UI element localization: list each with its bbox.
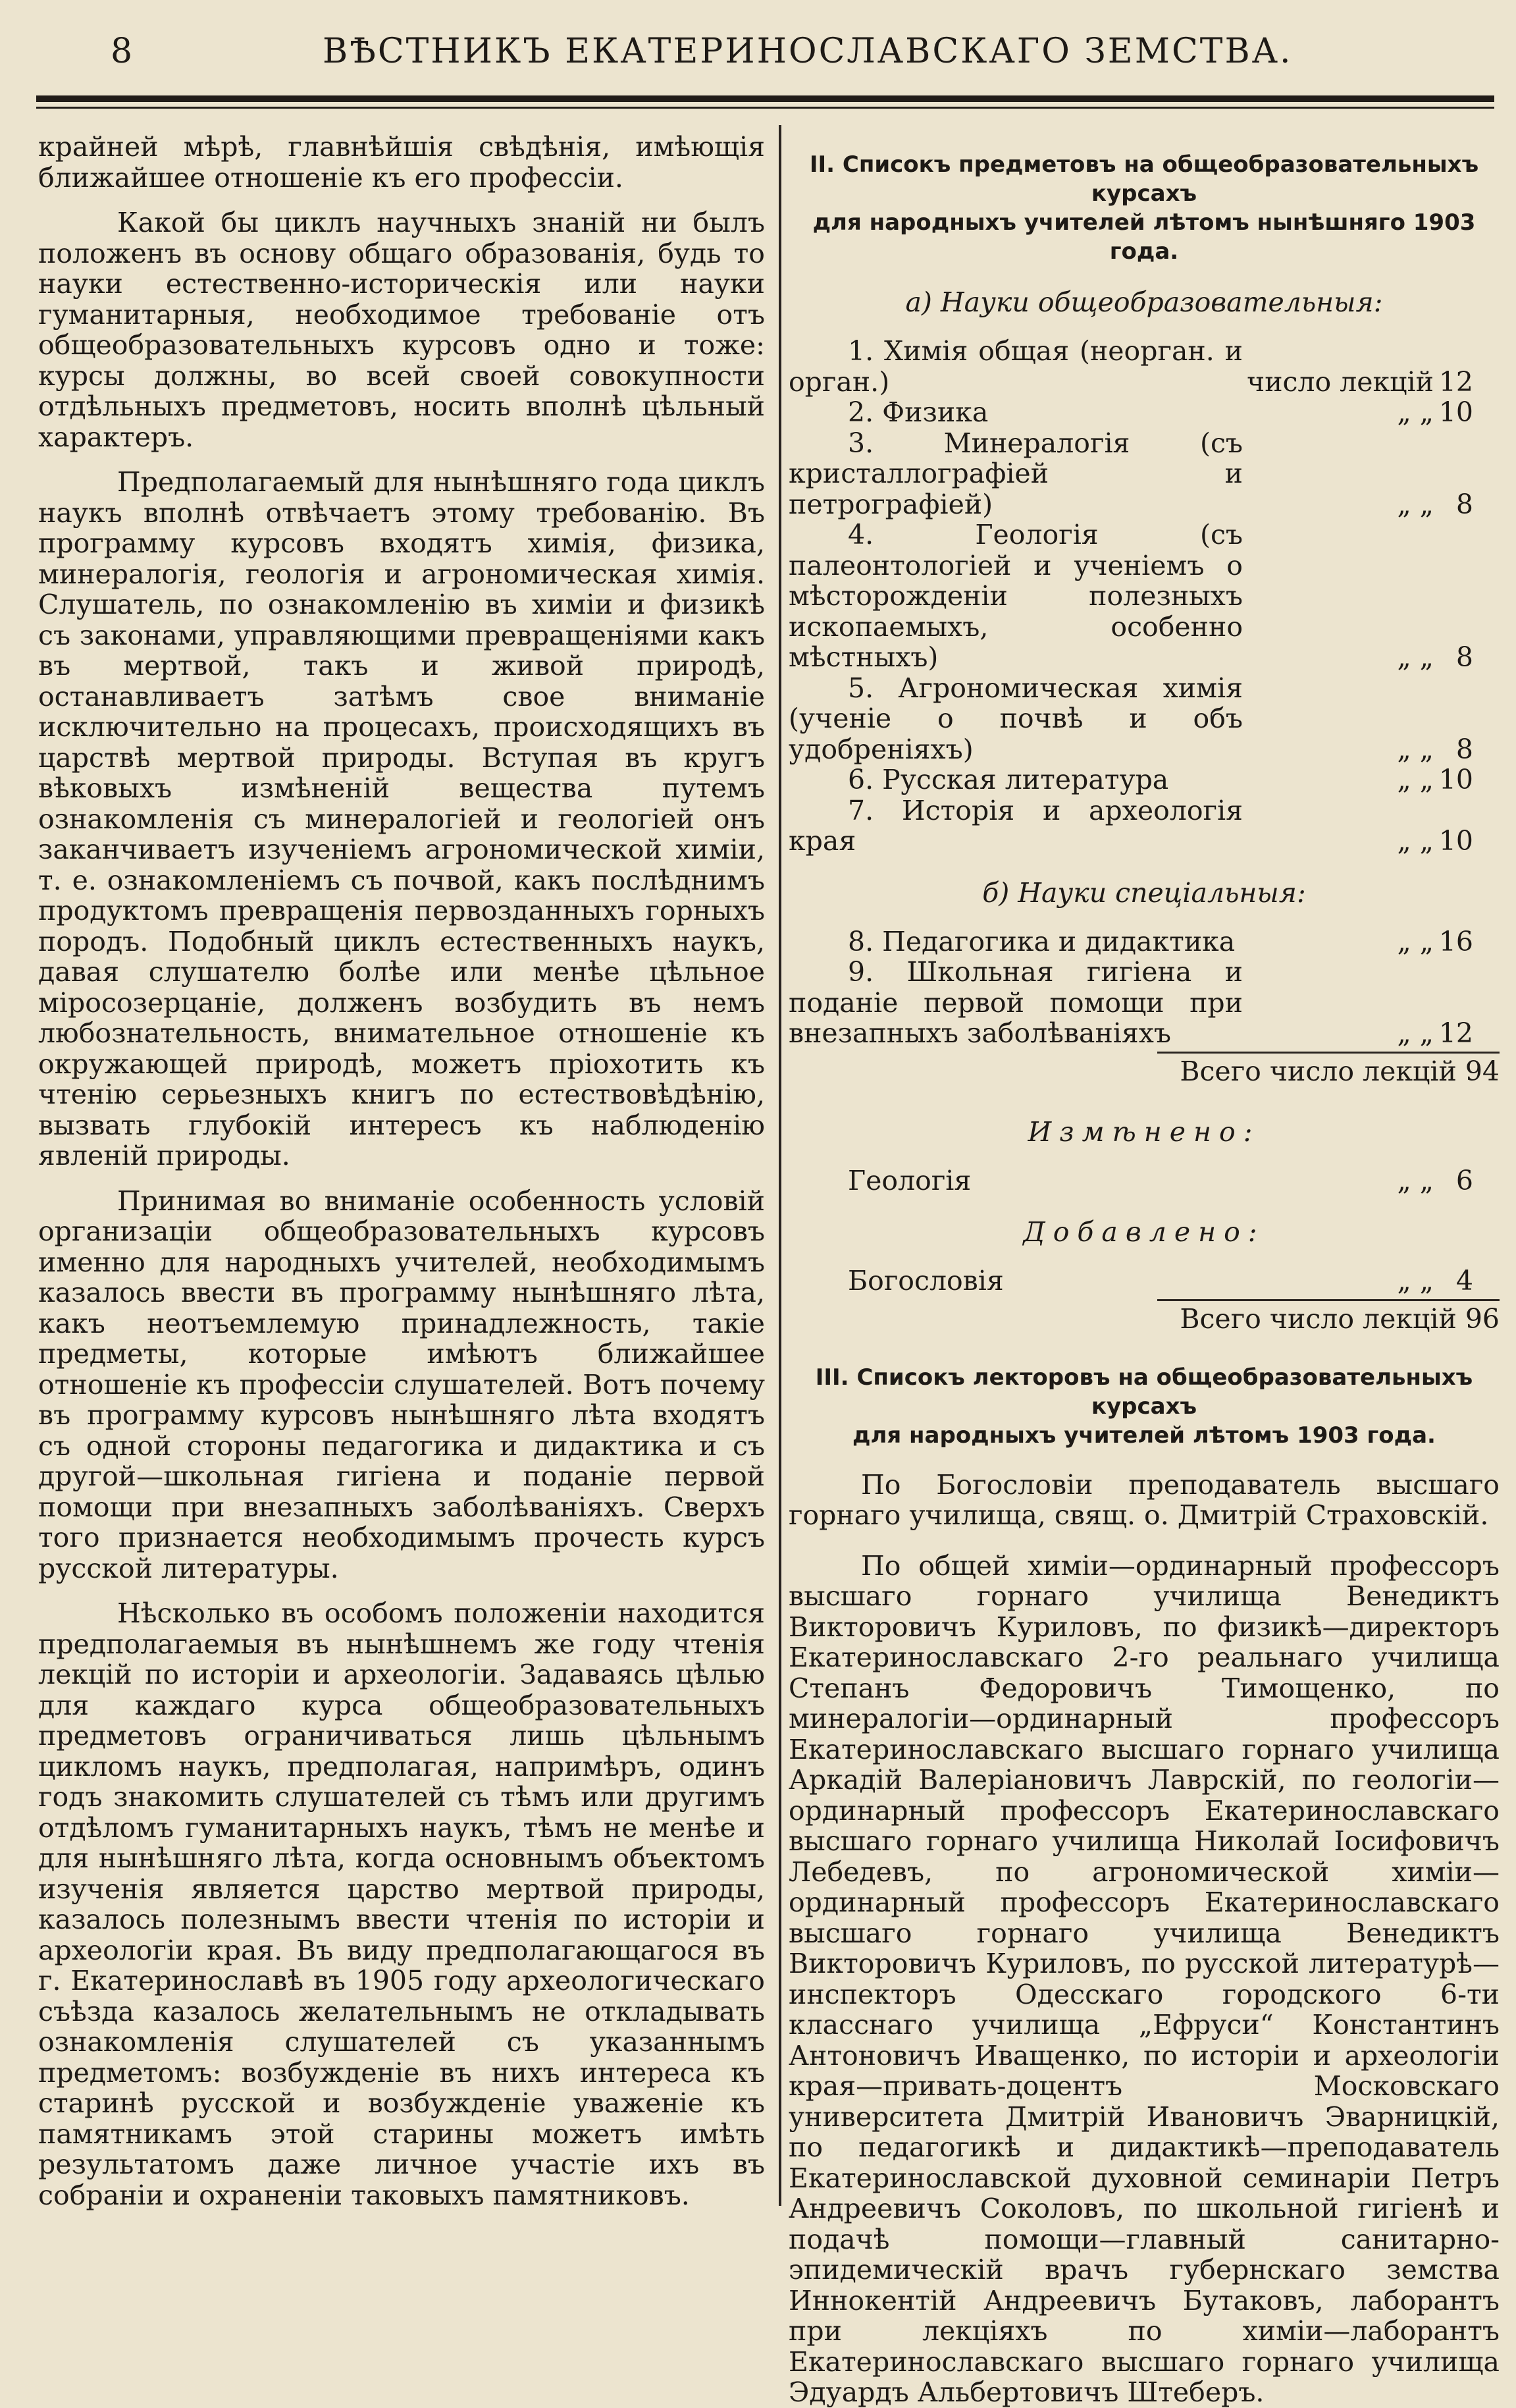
- list-item: [789, 764, 1500, 795]
- list-item: [789, 1165, 1500, 1196]
- section-ii-title: [789, 150, 1500, 266]
- lecture-count: 10: [1438, 764, 1473, 795]
- lecture-count: 8: [1455, 733, 1473, 765]
- list-item: [789, 795, 1500, 857]
- paragraph: крайней мѣрѣ, главнѣйшія свѣдѣнія, имѣющія ближайшее отношеніе къ его профессіи.: [38, 131, 765, 194]
- column-divider: [779, 125, 781, 2206]
- paragraph: По общей химіи—ординарный профессоръ высшаго горнаго училища Венедиктъ Викторовичъ Куриловъ, по физикѣ—директоръ Екатеринославскаго 2-го реальнаго училища Степанъ Федоровичъ Тимощенко, по минералогіи—ординарный профессоръ Екатеринославскаго высшаго горнаго училища Аркадій Валеріановичъ Лаврскій, по геологіи—ординарный профессоръ Екатеринославскаго высшаго горнаго училища Николай Іосифовичъ Лебедевъ, по агрономической химіи—ординарный профессоръ Екатеринославскаго высшаго горнаго училища Венедиктъ Викторовичъ Куриловъ, по русской литературѣ—инспекторъ Одесскаго городского 6-ти класснаго училища „Ефруси“ Константинъ Антоновичъ Иващенко, по исторіи и археологіи края—привать-доцентъ Московскаго университета Дмитрій Ивановичъ Эварницкій, по педагогикѣ и дидактикѣ—преподаватель Екатеринославской духовной семинаріи Петръ Андреевичъ Соколовъ, по школьной гигіенѣ и подачѣ помощи—главный санитарно-эпидемическій врачъ губернскаго земства Иннокентій Андреевичъ Бутаковъ, лаборантъ при лекціяхъ по химіи—лаборантъ Екатеринославскаго высшаго горнаго училища Эдуардъ Альбертовичъ Штеберъ.: [789, 1549, 1500, 2408]
- lecture-count: 10: [1438, 825, 1473, 857]
- subheading-changed: Измѣнено:: [1028, 1115, 1261, 1148]
- subheading-general-sciences: а) Науки общеобразовательныя:: [905, 286, 1383, 318]
- section-iii-title-line1: III. Списокъ лекторовъ на общеобразовательныхъ курсахъ: [815, 1364, 1473, 1420]
- subject-name: 5. Агрономическая химія (ученіе о почвѣ и объ удобреніяхъ): [789, 672, 1243, 765]
- section-iii-title: [789, 1363, 1500, 1450]
- lecture-label: „ „: [1397, 488, 1434, 520]
- lecture-count: 10: [1438, 396, 1473, 428]
- paragraph: Предполагаемый для нынѣшняго года циклъ наукъ вполнѣ отвѣчаетъ этому требованію. Въ программу курсовъ входятъ химія, физика, минералогія, геологія и агрономическая химія. Слушатель, по ознакомленію въ химіи и физикѣ съ законами, управляющими превращеніями какъ въ мертвой, такъ и живой природѣ, останавливаетъ затѣмъ свое вниманіе исключительно на процесахъ, происходящихъ въ царствѣ мертвой природы. Вступая въ кругъ вѣковыхъ измѣненій вещества путемъ ознакомленія съ минералогіей и геологіей онъ заканчиваетъ изученіемъ агрономической химіи, т. е. ознакомленіемъ съ почвой, какъ послѣднимъ продуктомъ превращенія первозданныхъ горныхъ породъ. Подобный циклъ естественныхъ наукъ, давая слушателю болѣе или менѣе цѣльное міросозерцаніе, долженъ возбудить въ немъ любознательность, внимательное отношеніе къ окружающей природѣ, можетъ пріохотить къ чтенію серьезныхъ книгъ по естествовѣдѣнію, вызвать глубокій интересъ къ наблюденію явленій природы.: [38, 466, 765, 1171]
- section-ii-title-line1: II. Списокъ предметовъ на общеобразовательныхъ курсахъ: [809, 151, 1479, 207]
- lecture-count: 12: [1438, 365, 1473, 398]
- subject-name: Геологія: [848, 1164, 972, 1196]
- lecture-count: 6: [1455, 1164, 1473, 1196]
- lecture-label: „ „: [1397, 641, 1434, 673]
- paragraph: Принимая во вниманіе особенность условій организаціи общеобразовательныхъ курсовъ именно для народныхъ учителей, необходимымъ казалось ввести въ программу нынѣшняго лѣта, какъ неотъемлемую принадлежность, такіе предметы, которые имѣютъ ближайшее отношеніе къ профессіи слушателей. Вотъ почему въ программу курсовъ нынѣшняго лѣта входятъ съ одной стороны педагогика и дидактика и съ другой—школьная гигіена и поданіе первой помощи при внезапныхъ заболѣваніяхъ. Сверхъ того признается необходимымъ прочесть курсъ русской литературы.: [38, 1185, 765, 1584]
- list-item: [789, 926, 1500, 957]
- subject-name: 9. Школьная гигіена и поданіе первой помощи при внезапныхъ заболѣваніяхъ: [789, 956, 1243, 1049]
- subject-name: 3. Минералогія (съ кристаллографіей и петрографіей): [789, 427, 1243, 520]
- subject-name: Богословія: [848, 1265, 1004, 1297]
- paragraph: По Богословіи преподаватель высшаго горнаго училища, свящ. о. Дмитрій Страховскій.: [789, 1468, 1500, 1531]
- paragraph: Нѣсколько въ особомъ положеніи находится предполагаемыя въ нынѣшнемъ же году чтенія лекцій по исторіи и археологіи. Задаваясь цѣлью для каждаго курса общеобразовательныхъ предметовъ ограничиваться лишь цѣльнымъ цикломъ наукъ, предполагая, напримѣръ, одинъ годъ знакомить слушателей съ тѣмъ или другимъ отдѣломъ гуманитарныхъ наукъ, тѣмъ не менѣе и для нынѣшняго лѣта, когда основнымъ объектомъ изученія является царство мертвой природы, казалось полезнымъ ввести чтенія по исторіи и археологіи края. Въ виду предполагающагося въ г. Екатеринославѣ въ 1905 году археологическаго съѣзда казалось желательнымъ не откладывать ознакомленія слушателей съ указаннымъ предметомъ: возбужденіе въ нихъ интереса къ старинѣ русской и возбужденіе уваженіе къ памятникамъ этой старины можетъ имѣть результатомъ даже личное участіе ихъ въ собраніи и охраненіи таковыхъ памятниковъ.: [38, 1597, 765, 2211]
- list-item: [789, 520, 1500, 673]
- subject-name: 1. Химія общая (неорган. и орган.): [789, 335, 1243, 398]
- lecture-label: „ „: [1397, 1265, 1434, 1297]
- lecture-label: „ „: [1397, 764, 1434, 795]
- lecture-label: „ „: [1397, 825, 1434, 857]
- lecture-label: число лекцій: [1247, 365, 1434, 398]
- list-item: [789, 957, 1500, 1049]
- subject-name: 4. Геологія (съ палеонтологіей и ученіемъ о мѣсторожденіи полезныхъ ископаемыхъ, особенно мѣстныхъ): [789, 519, 1243, 673]
- lecture-count: 16: [1438, 925, 1473, 957]
- header-rule-thick: [36, 95, 1494, 102]
- total-lectures-final: Всего число лекцій 96: [1157, 1299, 1500, 1334]
- subheading-special-sciences: б) Науки спеціальныя:: [982, 876, 1306, 909]
- lecture-label: „ „: [1397, 733, 1434, 765]
- lecture-label: „ „: [1397, 396, 1434, 428]
- list-item: [789, 397, 1500, 428]
- page-header: [0, 26, 1516, 79]
- subject-name: 2. Физика: [848, 396, 989, 428]
- list-item: [789, 336, 1500, 397]
- page-number: 8: [111, 32, 133, 71]
- subject-name: 6. Русская литература: [848, 764, 1169, 795]
- section-iii-title-line2: для народныхъ учителей лѣтомъ 1903 года.: [852, 1422, 1436, 1449]
- lecture-label: „ „: [1397, 1017, 1434, 1049]
- subheading-added: Добавлено:: [1023, 1216, 1265, 1248]
- running-title: ВѢСТНИКЪ ЕКАТЕРИНОСЛАВСКАГО ЗЕМСТВА.: [323, 32, 1293, 71]
- list-item: [789, 428, 1500, 520]
- subject-name: 8. Педагогика и дидактика: [848, 925, 1236, 957]
- right-column: [789, 150, 1500, 2408]
- left-column: [38, 131, 765, 2211]
- lecture-count: 8: [1455, 641, 1473, 673]
- list-item: [789, 1266, 1500, 1297]
- subject-name: 7. Исторія и археологія края: [789, 794, 1243, 857]
- section-ii-title-line2: для народныхъ учителей лѣтомъ нынѣшняго 1903 года.: [812, 209, 1476, 265]
- list-item: [789, 673, 1500, 765]
- paragraph: Какой бы циклъ научныхъ знаній ни былъ положенъ въ основу общаго образованія, будь то науки естественно-историческія или науки гуманитарныя, необходимое требованіе отъ общеобразовательныхъ курсовъ одно и тоже: курсы должны, во всей своей совокупности отдѣльныхъ предметовъ, носить вполнѣ цѣльный характеръ.: [38, 207, 765, 453]
- header-rule-thin: [36, 107, 1494, 109]
- lecture-count: 12: [1438, 1017, 1473, 1049]
- lecture-count: 8: [1455, 488, 1473, 520]
- total-lectures: Всего число лекцій 94: [1157, 1052, 1500, 1086]
- lecture-label: „ „: [1397, 1164, 1434, 1196]
- lecture-count: 4: [1455, 1265, 1473, 1297]
- lecture-label: „ „: [1397, 925, 1434, 957]
